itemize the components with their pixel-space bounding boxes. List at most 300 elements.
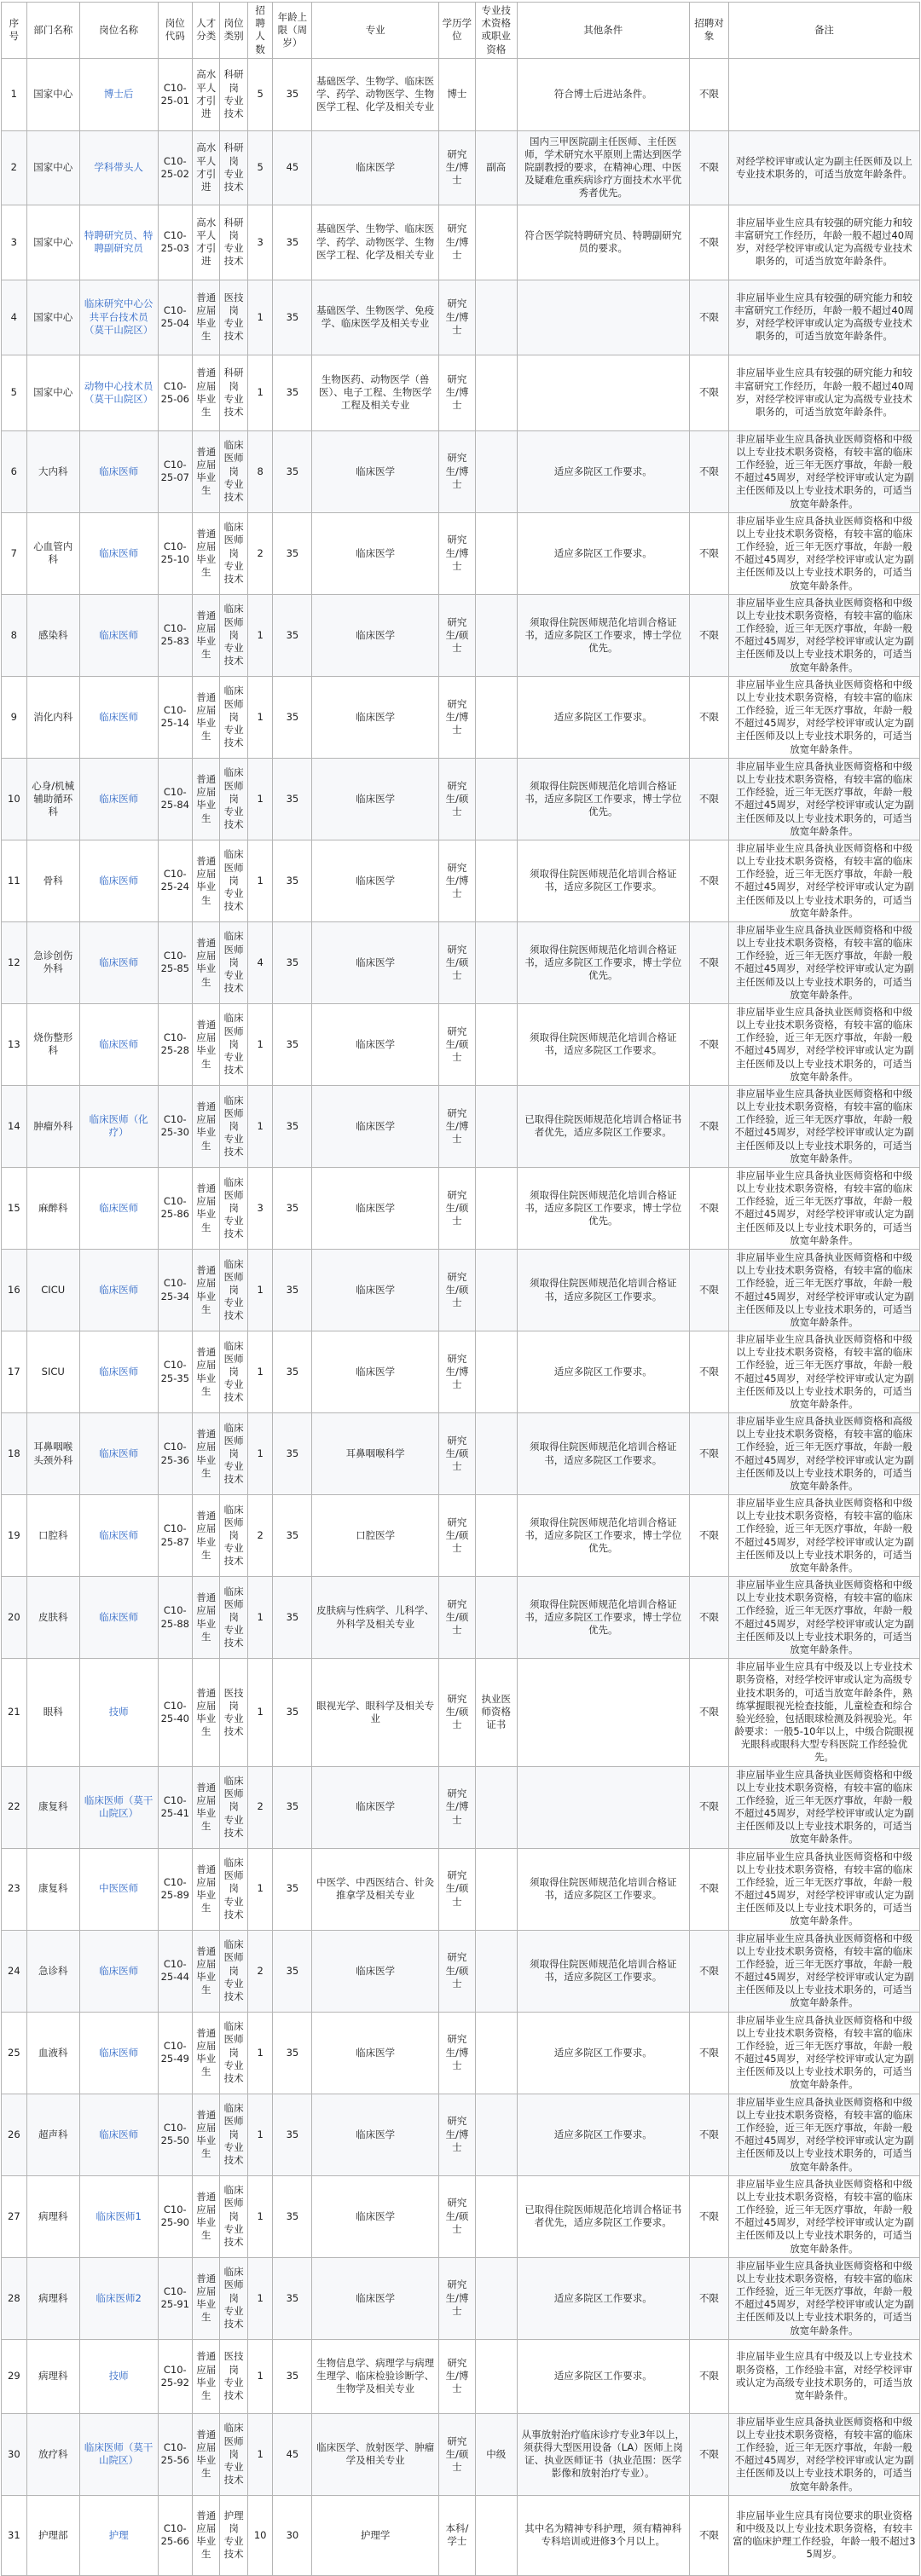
cell-degree: 研究生/硕士 — [438, 1250, 475, 1331]
cell-talent: 普通应届毕业生 — [193, 1766, 220, 1848]
cell-code: C10-25-34 — [158, 1250, 192, 1331]
cell-remark: 非应届毕业生应具有较强的研究能力和较丰富研究工作经历，年龄一般不超过40周岁，对经学校评审或认定为高级专业技术职务的，可适当放宽年龄条件。 — [728, 280, 919, 355]
cell-cat: 临床医师岗 专业技术 — [220, 1930, 247, 2012]
cell-no: 11 — [2, 840, 27, 921]
cell-remark: 非应届毕业生应具备执业医师资格和中级以上专业技术职务资格，有较丰富的临床工作经验，近三年无医疗事故，年龄一般不超过45周岁，对经学校评审或认定为副主任医师及以上专业技术职务的，可适当放宽年龄条件。 — [728, 512, 919, 594]
cell-age: 35 — [273, 676, 312, 758]
cell-remark: 非应届毕业生应具备执业医师资格和中级以上专业技术职务资格，有较丰富的临床工作经验，近三年无医疗事故，年龄一般不超过45周岁，对经学校评审或认定为副主任医师及以上专业技术职务的，可适当放宽年龄条件。 — [728, 2094, 919, 2175]
cell-post: 临床研究中心公共平台技术员（莫干山院区） — [79, 280, 158, 355]
cell-age: 35 — [273, 1495, 312, 1577]
cell-remark: 非应届毕业生应具备执业医师资格和高级以上专业技术职务资格，有较丰富的临床工作经验，近三年无医疗事故，年龄一般不超过45周岁，对经学校评审或认定为副主任医师及以上专业技术职务的，可适当放宽年龄条件。 — [728, 1413, 919, 1495]
cell-target: 不限 — [690, 2175, 729, 2257]
table-row — [2, 2175, 920, 2257]
cell-talent: 普通应届毕业生 — [193, 1250, 220, 1331]
cell-major: 临床医学 — [312, 921, 438, 1003]
cell-code: C10-25-03 — [158, 205, 192, 280]
cell-talent: 普通应届毕业生 — [193, 921, 220, 1003]
cell-target: 不限 — [690, 2339, 729, 2413]
cell-degree: 研究生/硕士 — [438, 758, 475, 840]
cell-remark: 非应届毕业生应具备执业医师资格和中级以上专业技术职务资格，有较丰富的临床工作经验，近三年无医疗事故，年龄一般不超过45周岁，对经学校评审或认定为副主任医师及以上专业技术职务的，可适当放宽年龄条件。 — [728, 758, 919, 840]
cell-no: 16 — [2, 1250, 27, 1331]
cell-talent: 普通应届毕业生 — [193, 1930, 220, 2012]
cell-req: 须取得住院医师规范化培训合格证书，适应多院区工作要求。 — [517, 1413, 689, 1495]
cell-num: 1 — [247, 355, 273, 430]
cell-major: 临床医学 — [312, 2257, 438, 2339]
cell-major: 护理学 — [312, 2495, 438, 2575]
cell-remark: 非应届毕业生应具备执业医师资格和中级以上专业技术职务资格，有较丰富的临床工作经验，近三年无医疗事故，年龄一般不超过45周岁，对经学校评审或认定为副主任医师及以上专业技术职务的，可适当放宽年龄条件。 — [728, 430, 919, 512]
cell-remark: 非应届毕业生应具备执业医师资格和中级以上专业技术职务资格，有较丰富的临床工作经验，近三年无医疗事故，年龄一般不超过45周岁，对经学校评审或认定为副主任医师及以上专业技术职务的，可适当放宽年龄条件。 — [728, 1085, 919, 1167]
cell-post: 技师 — [79, 2339, 158, 2413]
cell-cat: 临床医师岗 专业技术 — [220, 758, 247, 840]
cell-cat: 护理岗 专业技术 — [220, 2495, 247, 2575]
cell-no: 30 — [2, 2413, 27, 2495]
cell-type: 专业技术 — [223, 167, 244, 193]
table-row — [2, 2495, 920, 2575]
cell-num: 3 — [247, 205, 273, 280]
cell-target: 不限 — [690, 1413, 729, 1495]
cell-num: 2 — [247, 1930, 273, 2012]
cell-target: 不限 — [690, 205, 729, 280]
cell-type: 专业技术 — [223, 641, 244, 667]
cell-dept: 康复科 — [26, 1848, 79, 1930]
header-cell: 年龄上限（周岁） — [273, 3, 312, 59]
cell-target: 不限 — [690, 1085, 729, 1167]
cell-talent: 普通应届毕业生 — [193, 1085, 220, 1167]
cell-cert — [476, 2094, 518, 2175]
cell-cat: 临床医师岗 专业技术 — [220, 2012, 247, 2094]
cell-post: 动物中心技术员（莫干山院区） — [79, 355, 158, 430]
cell-age: 35 — [273, 280, 312, 355]
cell-cat: 临床医师岗 专业技术 — [220, 1003, 247, 1085]
cell-num: 5 — [247, 130, 273, 205]
cell-remark: 非应届毕业生应具备执业医师资格和中级以上专业技术职务资格，有较丰富的临床工作经验，近三年无医疗事故，年龄一般不超过45周岁，对经学校评审或认定为副主任医师及以上专业技术职务的，可适当放宽年龄条件。 — [728, 1577, 919, 1659]
cell-dept: 口腔科 — [26, 1495, 79, 1577]
cell-major: 临床医学 — [312, 1003, 438, 1085]
cell-major: 中医学、中西医结合、针灸推拿学及相关专业 — [312, 1848, 438, 1930]
cell-post: 临床医师（化疗） — [79, 1085, 158, 1167]
cell-type: 专业技术 — [223, 559, 244, 585]
cell-num: 1 — [247, 1577, 273, 1659]
cell-req — [517, 355, 689, 430]
cell-target: 不限 — [690, 1930, 729, 2012]
table-row — [2, 1577, 920, 1659]
cell-dept: 骨科 — [26, 840, 79, 921]
cell-no: 23 — [2, 1848, 27, 1930]
cell-req — [517, 1659, 689, 1766]
cell-major: 临床医学 — [312, 758, 438, 840]
cell-cat: 科研岗 专业技术 — [220, 130, 247, 205]
cell-talent: 普通应届毕业生 — [193, 594, 220, 676]
cell-code: C10-25-30 — [158, 1085, 192, 1167]
cell-req: 国内三甲医院副主任医师、主任医师，学术研究水平原则上需达到医学院副教授的要求，在精神心理、中医及疑难危重疾病诊疗方面技术水平优秀者优先。 — [517, 130, 689, 205]
cell-code: C10-25-04 — [158, 280, 192, 355]
cell-dept: 烧伤整形科 — [26, 1003, 79, 1085]
cell-degree: 研究生/硕士 — [438, 1413, 475, 1495]
cell-talent: 高水平人才引进 — [193, 130, 220, 205]
table-row — [2, 130, 920, 205]
cell-degree: 研究生/博士 — [438, 1331, 475, 1413]
cell-talent: 普通应届毕业生 — [193, 2175, 220, 2257]
cell-req — [517, 1766, 689, 1848]
cell-dept: 护理部 — [26, 2495, 79, 2575]
cell-no: 26 — [2, 2094, 27, 2175]
cell-age: 35 — [273, 2257, 312, 2339]
cell-dept: 大内科 — [26, 430, 79, 512]
cell-cert — [476, 1331, 518, 1413]
cell-remark: 非应届毕业生应具备执业医师资格和中级以上专业技术职务资格，有较丰富的临床工作经验，近三年无医疗事故，年龄一般不超过45周岁，对经学校评审或认定为副主任医师及以上专业技术职务的，可适当放宽年龄条件。 — [728, 1250, 919, 1331]
cell-req: 须取得住院医师规范化培训合格证书，适应多院区工作要求，博士学位优先。 — [517, 1495, 689, 1577]
cell-cat: 临床医师岗 专业技术 — [220, 2413, 247, 2495]
cell-req: 须取得住院医师规范化培训合格证书，适应多院区工作要求。 — [517, 1930, 689, 2012]
cell-dept: 国家中心 — [26, 205, 79, 280]
cell-code: C10-25-35 — [158, 1331, 192, 1413]
header-cell: 学历学位 — [438, 3, 475, 59]
cell-cat: 临床医师岗 专业技术 — [220, 1250, 247, 1331]
cell-remark: 非应届毕业生应具备执业医师资格和中级以上专业技术职务资格，有较丰富的临床工作经验，近三年无医疗事故，年龄一般不超过45周岁，对经学校评审或认定为副主任医师及以上专业技术职务的，可适当放宽年龄条件。 — [728, 921, 919, 1003]
cell-talent: 普通应届毕业生 — [193, 676, 220, 758]
cell-num: 1 — [247, 1003, 273, 1085]
cell-no: 2 — [2, 130, 27, 205]
cell-major: 临床医学 — [312, 512, 438, 594]
cell-talent: 普通应届毕业生 — [193, 758, 220, 840]
cell-cert — [476, 594, 518, 676]
cell-no: 22 — [2, 1766, 27, 1848]
table-row — [2, 676, 920, 758]
cell-no: 15 — [2, 1167, 27, 1249]
cell-age: 35 — [273, 1930, 312, 2012]
table-row — [2, 2012, 920, 2094]
cell-num: 1 — [247, 280, 273, 355]
cell-req: 已取得住院医师规范化培训合格证书者优先，适应多院区工作要求。 — [517, 2175, 689, 2257]
header-cell: 部门名称 — [26, 3, 79, 59]
cell-req: 符合医学院特聘研究员、特聘副研究员的要求。 — [517, 205, 689, 280]
cell-degree: 研究生/硕士 — [438, 1003, 475, 1085]
cell-no: 7 — [2, 512, 27, 594]
cell-type: 专业技术 — [223, 2460, 244, 2486]
cell-dept: 国家中心 — [26, 58, 79, 130]
cell-req: 从事放射治疗临床诊疗专业3年以上，须获得大型医用设备（LA）医师上岗证、执业医师证书（执业范围：医学影像和放射治疗专业）。 — [517, 2413, 689, 2495]
cell-cat: 临床医师岗 专业技术 — [220, 921, 247, 1003]
cell-cat: 临床医师岗 专业技术 — [220, 1085, 247, 1167]
table-row — [2, 1848, 920, 1930]
cell-cat: 科研岗 专业技术 — [220, 355, 247, 430]
header-cell: 招聘人数 — [247, 3, 273, 59]
cell-degree: 研究生/硕士 — [438, 2175, 475, 2257]
cell-req: 须取得住院医师规范化培训合格证书，适应多院区工作要求，博士学位优先。 — [517, 758, 689, 840]
cell-code: C10-25-14 — [158, 676, 192, 758]
cell-req: 须取得住院医师规范化培训合格证书，适应多院区工作要求。 — [517, 840, 689, 921]
cell-req: 须取得住院医师规范化培训合格证书，适应多院区工作要求，博士学位优先。 — [517, 1577, 689, 1659]
cell-code: C10-25-90 — [158, 2175, 192, 2257]
table-row — [2, 512, 920, 594]
cell-talent: 普通应届毕业生 — [193, 1331, 220, 1413]
cell-target: 不限 — [690, 921, 729, 1003]
cell-req: 适应多院区工作要求。 — [517, 512, 689, 594]
cell-num: 1 — [247, 1250, 273, 1331]
cell-cert — [476, 1766, 518, 1848]
header-cell: 招聘对象 — [690, 3, 729, 59]
cell-num: 2 — [247, 512, 273, 594]
header-cell: 岗位名称 — [79, 3, 158, 59]
cell-req: 须取得住院医师规范化培训合格证书，适应多院区工作要求，博士学位优先。 — [517, 1167, 689, 1249]
cell-code: C10-25-92 — [158, 2339, 192, 2413]
cell-no: 14 — [2, 1085, 27, 1167]
cell-remark: 非应届毕业生应具备执业医师资格和中级以上专业技术职务资格，有较丰富的临床工作经验，近三年无医疗事故，年龄一般不超过45周岁，对经学校评审或认定为副主任医师及以上专业技术职务的，可适当放宽年龄条件。 — [728, 1930, 919, 2012]
cell-no: 10 — [2, 758, 27, 840]
table-row — [2, 758, 920, 840]
cell-major: 临床医学、放射医学、肿瘤学及相关专业 — [312, 2413, 438, 2495]
cell-req: 已取得住院医师规范化培训合格证书者优先，适应多院区工作要求。 — [517, 1085, 689, 1167]
cell-cat: 医技岗 专业技术 — [220, 2339, 247, 2413]
cell-cert — [476, 2257, 518, 2339]
cell-target: 不限 — [690, 840, 729, 921]
cell-cert — [476, 1003, 518, 1085]
cell-req: 适应多院区工作要求。 — [517, 430, 689, 512]
cell-type: 专业技术 — [223, 1624, 244, 1649]
cell-dept: 肿瘤外科 — [26, 1085, 79, 1167]
cell-num: 8 — [247, 430, 273, 512]
recruitment-table — [1, 2, 920, 2576]
cell-code: C10-25-88 — [158, 1577, 192, 1659]
cell-type: 专业技术 — [223, 477, 244, 503]
header-cell: 其他条件 — [517, 3, 689, 59]
cell-major: 基础医学、生物医学、免疫学、临床医学及相关专业 — [312, 280, 438, 355]
cell-remark: 非应届毕业生应具备执业医师资格和中级以上专业技术职务资格，有较丰富的临床工作经验，近三年无医疗事故，年龄一般不超过45周岁，对经学校评审或认定为副主任医师及以上专业技术职务的，可适当放宽年龄条件。 — [728, 840, 919, 921]
cell-num: 4 — [247, 921, 273, 1003]
cell-age: 35 — [273, 840, 312, 921]
cell-age: 35 — [273, 1848, 312, 1930]
cell-degree: 研究生/硕士 — [438, 1167, 475, 1249]
cell-type: 专业技术 — [223, 1542, 244, 1568]
cell-cat: 临床医师岗 专业技术 — [220, 1848, 247, 1930]
cell-cat: 临床医师岗 专业技术 — [220, 2175, 247, 2257]
cell-no: 29 — [2, 2339, 27, 2413]
cell-talent: 普通应届毕业生 — [193, 1848, 220, 1930]
table-row — [2, 2339, 920, 2413]
cell-degree: 研究生/硕士 — [438, 2413, 475, 2495]
header-cell: 人才分类 — [193, 3, 220, 59]
cell-num: 10 — [247, 2495, 273, 2575]
cell-remark: 非应届毕业生应具有岗位要求的职业资格和中级及以上专业技术职务资格，有较丰富的临床护理工作经验，年龄一般不超过35周岁。 — [728, 2495, 919, 2575]
cell-cat: 临床医师岗 专业技术 — [220, 430, 247, 512]
header-cell: 备注 — [728, 3, 919, 59]
cell-cert — [476, 1848, 518, 1930]
cell-type: 专业技术 — [223, 2140, 244, 2166]
cell-dept: 心身/机械辅助循环科 — [26, 758, 79, 840]
cell-age: 45 — [273, 130, 312, 205]
cell-age: 45 — [273, 2413, 312, 2495]
cell-remark: 非应届毕业生应具备执业医师资格和中级以上专业技术职务资格，有较丰富的临床工作经验，近三年无医疗事故，年龄一般不超过45周岁，对经学校评审或认定为副主任医师及以上专业技术职务的，可适当放宽年龄条件。 — [728, 1167, 919, 1249]
cell-degree: 研究生/硕士 — [438, 1495, 475, 1577]
cell-cert — [476, 921, 518, 1003]
cell-remark: 非应届毕业生应具有中级及以上专业技术职务资格，对经学校评审或认定为高级专业技术职务的，可适当放宽年龄条件，熟练掌握眼视光检查技能，儿童检查和综合验光经验，包括眼球检测及斜视验光。年龄要求：一般5-10年以上，中级合院眼视光眼科或眼科大型专科医院工作经验优先。 — [728, 1659, 919, 1766]
cell-type: 专业技术 — [223, 2304, 244, 2330]
cell-no: 19 — [2, 1495, 27, 1577]
table-row — [2, 1167, 920, 1249]
cell-num: 1 — [247, 2012, 273, 2094]
cell-cat: 临床医师岗 专业技术 — [220, 676, 247, 758]
cell-age: 35 — [273, 355, 312, 430]
cell-degree: 研究生/博士 — [438, 205, 475, 280]
cell-req: 适应多院区工作要求。 — [517, 2257, 689, 2339]
cell-target: 不限 — [690, 1848, 729, 1930]
table-row — [2, 1930, 920, 2012]
cell-code: C10-25-66 — [158, 2495, 192, 2575]
cell-remark: 非应届毕业生应具备执业医师资格和中级以上专业技术职务资格，有较丰富的临床工作经验，近三年无医疗事故，年龄一般不超过45周岁，对经学校评审或认定为副主任医师及以上专业技术职务的，可适当放宽年龄条件。 — [728, 594, 919, 676]
cell-remark: 非应届毕业生应具备执业医师资格和中级以上专业技术职务资格，有较丰富的临床工作经验，近三年无医疗事故，年龄一般不超过45周岁，对经学校评审或认定为副主任医师及以上专业技术职务的，可适当放宽年龄条件。 — [728, 2257, 919, 2339]
cell-cat: 临床医师岗 专业技术 — [220, 1413, 247, 1495]
cell-remark: 非应届毕业生应具备执业医师资格和中级以上专业技术职务资格，有较丰富的临床工作经验，近三年无医疗事故，年龄一般不超过45周岁，对经学校评审或认定为副主任医师及以上专业技术职务的，可适当放宽年龄条件。 — [728, 1766, 919, 1848]
cell-post: 临床医师 — [79, 1331, 158, 1413]
cell-target: 不限 — [690, 355, 729, 430]
cell-cat: 临床医师岗 专业技术 — [220, 594, 247, 676]
cell-cert — [476, 512, 518, 594]
cell-degree: 研究生/博士 — [438, 430, 475, 512]
cell-remark: 非应届毕业生应具备执业医师资格和中级以上专业技术职务资格，有较丰富的临床工作经验，近三年无医疗事故，年龄一般不超过45周岁，对经学校评审或认定为副主任医师及以上专业技术职务的，可适当放宽年龄条件。 — [728, 1003, 919, 1085]
cell-req: 适应多院区工作要求。 — [517, 2094, 689, 2175]
cell-no: 13 — [2, 1003, 27, 1085]
cell-major: 临床医学 — [312, 1766, 438, 1848]
cell-talent: 普通应届毕业生 — [193, 2413, 220, 2495]
cell-num: 1 — [247, 1848, 273, 1930]
cell-remark — [728, 58, 919, 130]
cell-degree: 研究生/硕士 — [438, 1577, 475, 1659]
cell-degree: 研究生/博士 — [438, 2257, 475, 2339]
cell-post: 临床医师 — [79, 758, 158, 840]
cell-cert — [476, 1495, 518, 1577]
cell-cat: 临床医师岗 专业技术 — [220, 2257, 247, 2339]
cell-req: 须取得住院医师规范化培训合格证书，适应多院区工作要求。 — [517, 1250, 689, 1331]
cell-type: 专业技术 — [223, 2535, 244, 2561]
cell-no: 17 — [2, 1331, 27, 1413]
cell-code: C10-25-10 — [158, 512, 192, 594]
cell-major: 皮肤病与性病学、儿科学、外科学及相关专业 — [312, 1577, 438, 1659]
cell-type: 专业技术 — [223, 94, 244, 119]
cell-no: 8 — [2, 594, 27, 676]
cell-major: 眼视光学、眼科学及相关专业 — [312, 1659, 438, 1766]
table-row — [2, 280, 920, 355]
cell-major: 临床医学 — [312, 1250, 438, 1331]
table-row — [2, 430, 920, 512]
cell-no: 12 — [2, 921, 27, 1003]
cell-code: C10-25-85 — [158, 921, 192, 1003]
cell-age: 35 — [273, 1659, 312, 1766]
table-row — [2, 2413, 920, 2495]
cell-code: C10-25-83 — [158, 594, 192, 676]
cell-talent: 普通应届毕业生 — [193, 1495, 220, 1577]
cell-cert — [476, 2012, 518, 2094]
cell-age: 35 — [273, 1577, 312, 1659]
cell-major: 临床医学 — [312, 130, 438, 205]
cell-target: 不限 — [690, 1495, 729, 1577]
cell-type: 专业技术 — [223, 1895, 244, 1920]
cell-dept: 消化内科 — [26, 676, 79, 758]
cell-post: 护理 — [79, 2495, 158, 2575]
cell-major: 临床医学 — [312, 2094, 438, 2175]
cell-num: 3 — [247, 1167, 273, 1249]
cell-target: 不限 — [690, 130, 729, 205]
cell-num: 1 — [247, 594, 273, 676]
cell-degree: 研究生/博士 — [438, 1766, 475, 1848]
cell-cat: 临床医师岗 专业技术 — [220, 1167, 247, 1249]
cell-req: 适应多院区工作要求。 — [517, 2012, 689, 2094]
cell-age: 35 — [273, 1250, 312, 1331]
cell-cert — [476, 280, 518, 355]
cell-age: 35 — [273, 1766, 312, 1848]
cell-degree: 研究生/博士 — [438, 2339, 475, 2413]
cell-dept: SICU — [26, 1331, 79, 1413]
cell-major: 临床医学 — [312, 1167, 438, 1249]
cell-age: 35 — [273, 1003, 312, 1085]
cell-post: 特聘研究员、特聘副研究员 — [79, 205, 158, 280]
cell-post: 临床医师 — [79, 840, 158, 921]
cell-talent: 普通应届毕业生 — [193, 1659, 220, 1766]
cell-talent: 普通应届毕业生 — [193, 280, 220, 355]
cell-dept: 病理科 — [26, 2339, 79, 2413]
cell-post: 临床医师 — [79, 1930, 158, 2012]
cell-cert — [476, 1250, 518, 1331]
cell-dept: 超声科 — [26, 2094, 79, 2175]
cell-num: 1 — [247, 1659, 273, 1766]
table-row — [2, 594, 920, 676]
cell-post: 临床医师（莫干山院区） — [79, 1766, 158, 1848]
cell-post: 临床医师2 — [79, 2257, 158, 2339]
cell-num: 1 — [247, 1085, 273, 1167]
cell-no: 31 — [2, 2495, 27, 2575]
cell-post: 临床医师 — [79, 1167, 158, 1249]
cell-dept: 眼科 — [26, 1659, 79, 1766]
cell-post: 临床医师 — [79, 2012, 158, 2094]
cell-post: 临床医师（莫干山院区） — [79, 2413, 158, 2495]
cell-post: 临床医师 — [79, 1413, 158, 1495]
cell-post: 临床医师 — [79, 1495, 158, 1577]
cell-num: 1 — [247, 758, 273, 840]
cell-target: 不限 — [690, 280, 729, 355]
cell-cert: 执业医师资格证书 — [476, 1659, 518, 1766]
cell-dept: 病理科 — [26, 2257, 79, 2339]
cell-cat: 临床医师岗 专业技术 — [220, 512, 247, 594]
cell-code: C10-25-06 — [158, 355, 192, 430]
cell-num: 1 — [247, 2339, 273, 2413]
cell-type: 专业技术 — [223, 242, 244, 268]
cell-major: 临床医学 — [312, 1331, 438, 1413]
cell-no: 6 — [2, 430, 27, 512]
cell-dept: 病理科 — [26, 2175, 79, 2257]
cell-degree: 本科/学士 — [438, 2495, 475, 2575]
cell-num: 1 — [247, 2413, 273, 2495]
cell-target: 不限 — [690, 512, 729, 594]
cell-req: 其中名为精神专科护理，须有精神科专科培训或进修3个月以上。 — [517, 2495, 689, 2575]
cell-post: 临床医师 — [79, 512, 158, 594]
cell-code: C10-25-28 — [158, 1003, 192, 1085]
cell-age: 35 — [273, 2175, 312, 2257]
cell-dept: 急诊创伤外科 — [26, 921, 79, 1003]
cell-cert — [476, 676, 518, 758]
cell-no: 21 — [2, 1659, 27, 1766]
cell-talent: 普通应届毕业生 — [193, 430, 220, 512]
cell-talent: 普通应届毕业生 — [193, 1577, 220, 1659]
cell-no: 28 — [2, 2257, 27, 2339]
cell-cert — [476, 2495, 518, 2575]
cell-post: 技师 — [79, 1659, 158, 1766]
cell-talent: 普通应届毕业生 — [193, 2339, 220, 2413]
cell-dept: 心血管内科 — [26, 512, 79, 594]
cell-cert — [476, 1167, 518, 1249]
cell-remark: 非应届毕业生应具备执业医师资格和中级以上专业技术职务资格，有较丰富的临床工作经验，近三年无医疗事故，年龄一般不超过45周岁，对经学校评审或认定为副主任医师及以上专业技术职务的，可适当放宽年龄条件。 — [728, 2175, 919, 2257]
cell-age: 35 — [273, 594, 312, 676]
table-row — [2, 1331, 920, 1413]
cell-post: 学科带头人 — [79, 130, 158, 205]
